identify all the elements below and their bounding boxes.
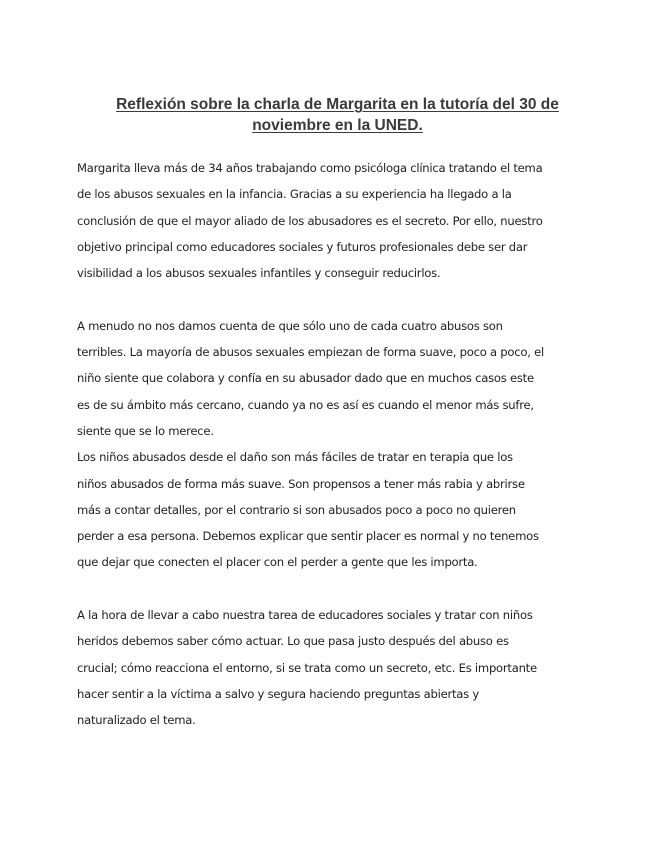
title-line-1: Reflexión sobre la charla de Margarita en la tutoría del 30 de bbox=[116, 96, 559, 113]
text-line: más a contar detalles, por el contrario si son abusados poco a poco no quieren bbox=[77, 502, 516, 517]
paragraph-1 bbox=[77, 155, 582, 286]
title-line-2: noviembre en la UNED. bbox=[252, 117, 423, 134]
text-line: naturalizado el tema. bbox=[77, 713, 196, 728]
text-line: A menudo no nos damos cuenta de que sólo uno de cada cuatro abusos son bbox=[77, 318, 503, 333]
text-line: niño siente que colabora y confía en su abusador dado que en muchos casos este bbox=[77, 371, 534, 386]
text-line: de los abusos sexuales en la infancia. Gracias a su experiencia ha llegado a la bbox=[77, 187, 512, 202]
text-line: perder a esa persona. Debemos explicar que sentir placer es normal y no tenemos bbox=[77, 529, 539, 544]
text-line: conclusión de que el mayor aliado de los abusadores es el secreto. Por ello, nuestro bbox=[77, 213, 543, 228]
paragraph-spacer bbox=[77, 576, 582, 602]
paragraph-3 bbox=[77, 444, 582, 575]
text-line: es de su ámbito más cercano, cuando ya no es así es cuando el menor más sufre, bbox=[77, 397, 534, 412]
document-body bbox=[77, 155, 582, 734]
text-line: Los niños abusados desde el daño son más fáciles de tratar en terapia que los bbox=[77, 450, 513, 465]
text-line: heridos debemos saber cómo actuar. Lo que pasa justo después del abuso es bbox=[77, 634, 509, 649]
document-title bbox=[60, 94, 615, 136]
text-line: Margarita lleva más de 34 años trabajando como psicóloga clínica tratando el tema bbox=[77, 161, 543, 175]
text-line: niños abusados de forma más suave. Son propensos a tener más rabia y abrirse bbox=[77, 476, 525, 491]
text-line: crucial; cómo reacciona el entorno, si se trata como un secreto, etc. Es importante bbox=[77, 660, 537, 675]
text-line: objetivo principal como educadores sociales y futuros profesionales debe ser dar bbox=[77, 239, 528, 254]
paragraph-2 bbox=[77, 313, 582, 444]
paragraph-4 bbox=[77, 602, 582, 733]
text-line: que dejar que conecten el placer con el perder a gente que les importa. bbox=[77, 555, 478, 570]
paragraph-spacer bbox=[77, 286, 582, 312]
text-line: terribles. La mayoría de abusos sexuales empiezan de forma suave, poco a poco, el bbox=[77, 345, 544, 360]
text-line: A la hora de llevar a cabo nuestra tarea de educadores sociales y tratar con niños bbox=[77, 608, 533, 623]
text-line: siente que se lo merece. bbox=[77, 423, 214, 438]
text-line: visibilidad a los abusos sexuales infantiles y conseguir reducirlos. bbox=[77, 266, 441, 281]
text-line: hacer sentir a la víctima a salvo y segura haciendo preguntas abiertas y bbox=[77, 686, 479, 701]
